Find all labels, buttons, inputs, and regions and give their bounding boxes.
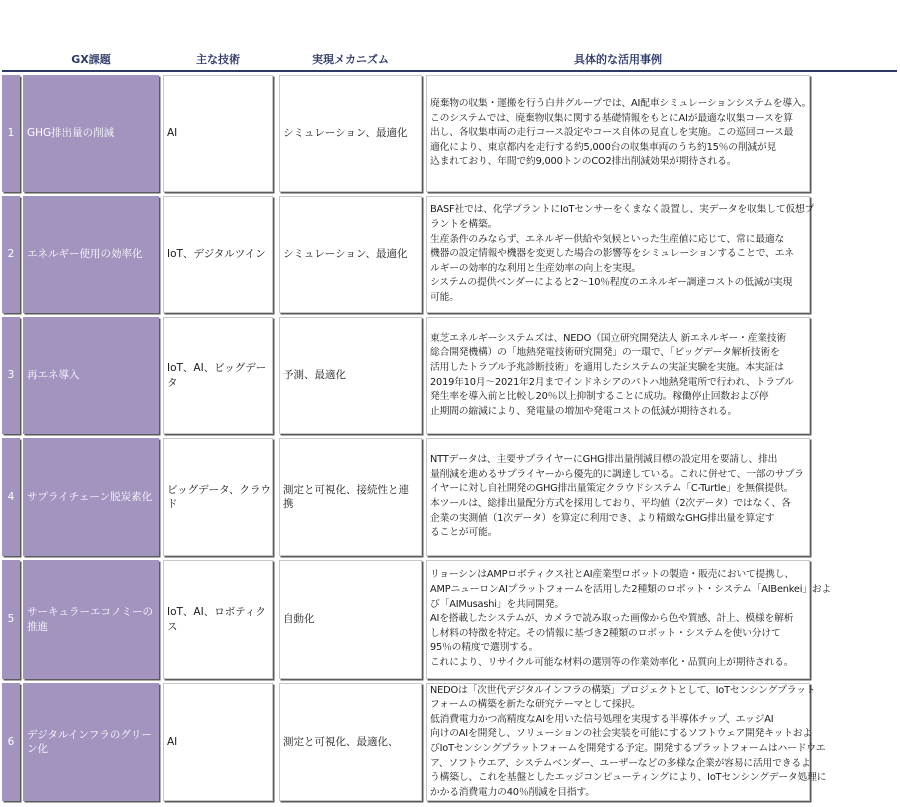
example-text-line: ア、ソフトウエア、システムベンダー、ユーザーなどの多様な企業が容易に活用できるよ: [430, 757, 811, 769]
example-text-line: BASF社では、化学プラントにIoTセンサーをくまなく設置し、実データを収集して仮想プ: [430, 204, 815, 216]
tech-cell: IoT、AI、ビッグデータ: [163, 317, 273, 434]
row-number: 2: [2, 196, 20, 313]
example-text-line: NTTデータは、主要サプライヤーにGHG排出量削減目標の設定用を要請し、排出: [430, 454, 778, 466]
column-header-task: GX課題: [71, 53, 111, 66]
example-text-line: 生産条件のみならず、エネルギー供給や気候といった生産値に応じて、常に最適な: [430, 233, 785, 245]
example-text-line: 向けのAIを開発し、ソリューションの社会実装を可能にするソフトウェア開発キットおよ: [430, 728, 812, 740]
table-row: [0, 317, 900, 434]
column-header-mechanism: 実現メカニズム: [312, 53, 389, 66]
gx-task-cell: GHG排出量の削減: [23, 75, 159, 192]
example-cell: [426, 317, 810, 434]
table-row: [0, 560, 900, 679]
mechanism-cell: 測定と可視化、接続性と連携: [279, 438, 422, 556]
example-text-line: 本ツールは、総排出量配分方式を採用しており、平均値（2次データ）ではなく、各: [430, 498, 791, 509]
mechanism-cell: シミュレーション、最適化: [279, 75, 422, 192]
example-text-line: びIoTセンシングプラットフォームを開発する予定。開発するプラットフォームはハードウエ: [430, 743, 826, 754]
mechanism-cell: 測定と可視化、最適化、: [279, 683, 422, 801]
row-number: 5: [2, 560, 20, 679]
gx-task-cell: 再エネ導入: [23, 317, 159, 434]
example-text-line: 2019年10月～2021年2月までインドネシアのパトハ地熱発電所で行われ、トラブル: [430, 376, 794, 388]
example-text-line: 総合開発機構）の「地熱発電技術研究開発」の一環で、「ビッグデータ解析技術を: [430, 347, 780, 359]
mechanism-cell: 予測、最適化: [279, 317, 422, 434]
row-number: 4: [2, 438, 20, 556]
example-text-line: フォームの構築を新たな研究テーマとして採択。: [430, 699, 641, 711]
example-text-line: ラントを構築。: [430, 219, 498, 231]
table-row: [0, 196, 900, 313]
example-text-line: 機器の設定情報や機器を変更した場合の影響等をシミュレーションすることで、エネ: [430, 248, 794, 260]
example-text-line: 込まれており、年間で約9,000トンのCO2排出削減効果が期待される。: [430, 156, 737, 168]
tech-cell: ビッグデータ、クラウド: [163, 438, 273, 556]
row-number: 1: [2, 75, 20, 192]
example-text-line: NEDOは「次世代デジタルインフラの構築」プロジェクトとして、IoTセンシングプラット: [430, 684, 816, 696]
row-number: 3: [2, 317, 20, 434]
example-text-line: AIを搭載したシステムが、カメラで読み取った画像から色や質感、計上、模様を解析: [430, 613, 794, 625]
example-cell: [426, 196, 815, 313]
example-text-line: 活用したトラブル予兆診断技術」を適用したシステムの実証実験を実施。本実証は: [430, 361, 784, 373]
example-text-line: 95％の精度で選別する。: [430, 642, 539, 654]
mechanism-cell: シミュレーション、最適化: [279, 196, 422, 313]
example-text-line: このシステムでは、廃棄物収集に関する基礎情報をもとにAIが最適な収集コースを算: [430, 112, 793, 124]
example-text-line: システムの提供ベンダーによると2～10％程度のエネルギー調達コストの低減が実現: [430, 277, 793, 289]
example-text: [430, 97, 811, 170]
example-text-line: 量削減を進めるサプライヤーから優先的に調達している。これに併せて、一部のサプラ: [430, 468, 804, 480]
table-row: [0, 438, 900, 556]
row-number: 6: [2, 683, 20, 801]
mechanism-cell: 自動化: [279, 560, 422, 679]
example-text: [430, 203, 814, 305]
example-text: [430, 684, 826, 801]
header-divider: [2, 70, 897, 72]
example-text-line: かかる消費電力の40％削減を目指す。: [430, 786, 595, 798]
column-header-tech: 主な技術: [196, 53, 240, 66]
example-text-line: び「AIMusashi」を共同開発。: [430, 598, 564, 610]
example-text-line: リョーシンはAMPロボティクス社とAI産業型ロボットの製造・販売において提携し、: [430, 569, 794, 581]
table-row: [0, 75, 900, 192]
example-text-line: 企業の実測値（1次データ）を算定に利用でき、より精緻なGHG排出量を算定す: [430, 512, 775, 524]
example-text-line: 廃棄物の収集・運搬を行う白井グループでは、AI配車シミュレーションシステムを導入。: [430, 98, 812, 110]
example-cell: [426, 683, 827, 801]
example-text: [430, 332, 794, 420]
example-text: [430, 568, 831, 670]
example-text-line: 止期間の縮減により、発電量の増加や発電コストの低減が期待される。: [430, 405, 738, 417]
example-text-line: し材料の特徴を特定。その情報に基づき2種類のロボット・システムを使い分けて: [430, 627, 781, 639]
example-text-line: ることが可能。: [430, 527, 498, 539]
example-text: [430, 453, 804, 541]
example-text-line: イヤーに対し自社開発のGHG排出量策定クラウドシステム「C-Turtle」を無償提供。: [430, 483, 794, 495]
example-text-line: 発生率を導入前と比較し20％以上抑制することに成功。稼働停止回数および停: [430, 391, 769, 403]
tech-cell: AI: [163, 75, 273, 192]
gx-task-cell: デジタルインフラのグリーン化: [23, 683, 159, 801]
example-cell: [426, 560, 832, 679]
gx-task-cell: エネルギー使用の効率化: [23, 196, 159, 313]
tech-cell: IoT、デジタルツイン: [163, 196, 273, 313]
gx-task-cell: サプライチェーン脱炭素化: [23, 438, 159, 556]
tech-cell: AI: [163, 683, 273, 801]
gx-task-cell: サーキュラーエコノミーの推進: [23, 560, 159, 679]
example-text-line: う構築し、これを基盤としたエッジコンピューティングにより、IoTセンシングデータ処理に: [430, 772, 827, 784]
example-text-line: 可能。: [430, 291, 459, 303]
table-row: [0, 683, 900, 801]
column-header-example: 具体的な活用事例: [574, 53, 662, 66]
example-text-line: AMPニューロンAIプラットフォームを活用した2種類のロボット・システム「AIBenkei」およ: [430, 584, 832, 596]
tech-cell: IoT、AI、ロボティクス: [163, 560, 273, 679]
example-text-line: 適化により、東京都内を走行する約5,000台の収集車両のうち約15％の削減が見: [430, 141, 777, 153]
example-cell: [426, 75, 810, 192]
example-text-line: ルギーの効率的な利用と生産効率の向上を実現。: [430, 262, 642, 274]
example-text-line: 出し、各収集車両の走行コース設定やコース自体の見直しを実施。この巡回コース最: [430, 127, 794, 139]
example-text-line: 低消費電力かつ高精度なAIを用いた信号処理を実現する半導体チップ、エッジAI: [430, 713, 774, 725]
example-text-line: 東芝エネルギーシステムズは、NEDO（国立研究開発法人 新エネルギー・産業技術: [430, 332, 787, 344]
example-text-line: これにより、リサイクル可能な材料の選別等の作業効率化・品質向上が期待される。: [430, 656, 794, 668]
example-cell: [426, 438, 810, 556]
